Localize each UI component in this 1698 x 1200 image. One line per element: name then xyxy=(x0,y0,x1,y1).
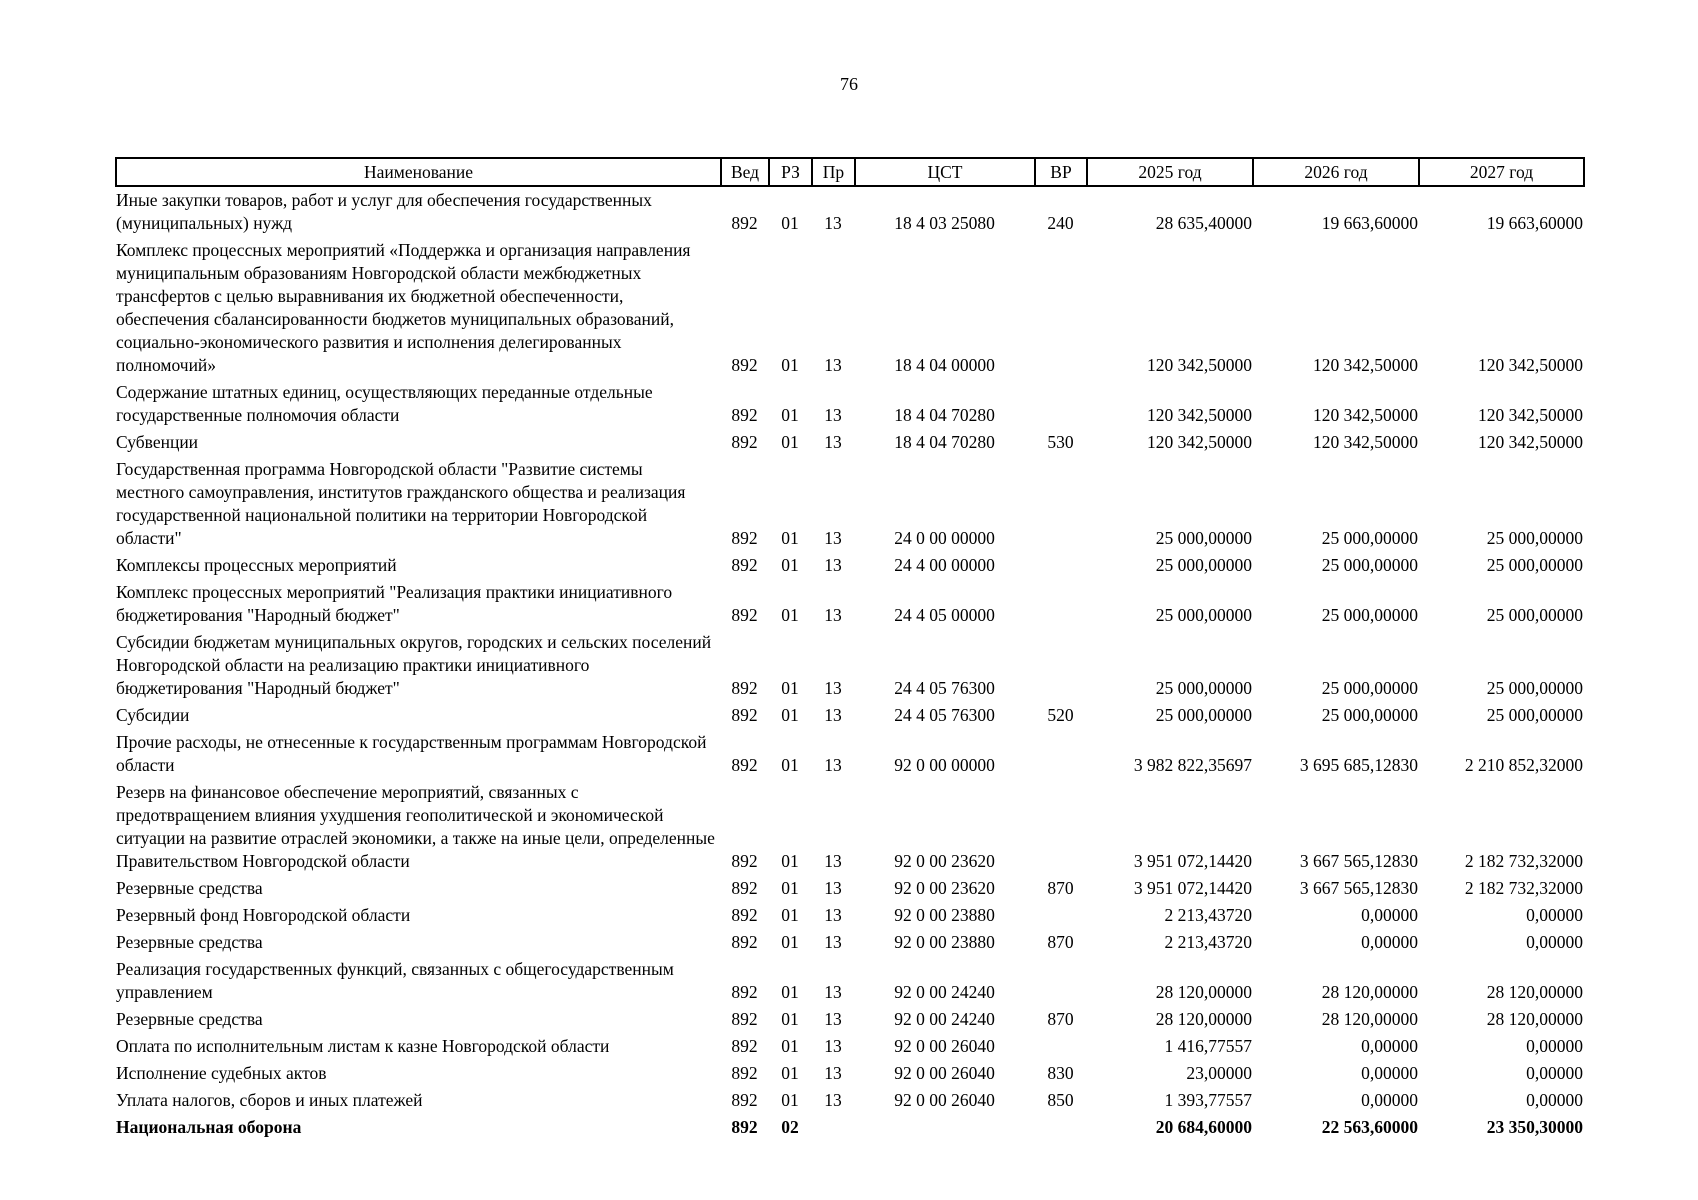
cell-2026: 0,00000 xyxy=(1361,1036,1418,1056)
cell-2026: 25 000,00000 xyxy=(1321,528,1418,548)
cell-name: Комплекс процессных мероприятий "Реализация практики инициативного бюджетирования "Народный бюджет" xyxy=(116,582,673,625)
cell-cst: 92 0 00 00000 xyxy=(894,755,995,775)
cell-pr: 13 xyxy=(824,932,842,952)
cell-rz: 01 xyxy=(781,982,799,1002)
cell-ved: 892 xyxy=(731,678,758,698)
cell-2027: 120 342,50000 xyxy=(1478,405,1583,425)
cell-2027: 0,00000 xyxy=(1526,1090,1583,1110)
cell-2025: 25 000,00000 xyxy=(1155,528,1252,548)
cell-name: Исполнение судебных актов xyxy=(116,1063,327,1083)
cell-vr xyxy=(1035,1114,1087,1141)
cell-ved: 892 xyxy=(731,1009,758,1029)
table-header xyxy=(116,158,1584,186)
cell-name: Оплата по исполнительным листам к казне Новгородской области xyxy=(116,1036,610,1056)
cell-rz: 01 xyxy=(781,851,799,871)
cell-name: Резервные средства xyxy=(116,932,263,952)
cell-rz: 01 xyxy=(781,678,799,698)
cell-vr xyxy=(1035,379,1087,429)
cell-2025: 3 951 072,14420 xyxy=(1133,851,1252,871)
cell-rz: 01 xyxy=(781,405,799,425)
cell-2025: 28 635,40000 xyxy=(1155,213,1252,233)
cell-ved: 892 xyxy=(731,213,758,233)
header-vr: ВР xyxy=(1035,158,1087,186)
budget-table xyxy=(115,157,1585,1141)
cell-vr xyxy=(1035,956,1087,1006)
cell-pr: 13 xyxy=(824,528,842,548)
cell-rz: 01 xyxy=(781,1090,799,1110)
cell-vr xyxy=(1035,579,1087,629)
cell-ved: 892 xyxy=(731,982,758,1002)
table-row xyxy=(116,629,1584,702)
table-body xyxy=(116,186,1584,1141)
page-number: 76 xyxy=(840,74,858,94)
cell-2025: 2 213,43720 xyxy=(1164,932,1252,952)
cell-2027: 28 120,00000 xyxy=(1486,982,1583,1002)
cell-pr xyxy=(812,1114,855,1141)
cell-vr xyxy=(1035,729,1087,779)
cell-name: Резерв на финансовое обеспечение мероприятий, связанных с предотвращением влияния ухудшения геополитической и экономической ситуации на развитие отраслей экономики, а также на иные цели, определенные Правительством Новгородской области xyxy=(116,782,715,871)
cell-ved: 892 xyxy=(731,878,758,898)
cell-2027: 120 342,50000 xyxy=(1478,432,1583,452)
cell-2026: 28 120,00000 xyxy=(1321,982,1418,1002)
cell-vr xyxy=(1035,902,1087,929)
cell-2026: 0,00000 xyxy=(1361,1090,1418,1110)
cell-2027: 2 210 852,32000 xyxy=(1464,755,1583,775)
cell-pr: 13 xyxy=(824,1036,842,1056)
cell-cst: 92 0 00 23880 xyxy=(894,905,995,925)
table-row xyxy=(116,1060,1584,1087)
cell-pr: 13 xyxy=(824,555,842,575)
table-row xyxy=(116,456,1584,552)
cell-pr: 13 xyxy=(824,878,842,898)
cell-vr xyxy=(1035,779,1087,875)
cell-2026: 25 000,00000 xyxy=(1321,678,1418,698)
cell-2027: 25 000,00000 xyxy=(1486,678,1583,698)
cell-cst xyxy=(855,1114,1035,1141)
cell-vr xyxy=(1035,1033,1087,1060)
cell-name: Резервные средства xyxy=(116,1009,263,1029)
cell-2027: 2 182 732,32000 xyxy=(1464,851,1583,871)
cell-2025: 25 000,00000 xyxy=(1155,705,1252,725)
cell-name: Резервный фонд Новгородской области xyxy=(116,905,411,925)
cell-2026: 3 667 565,12830 xyxy=(1299,878,1418,898)
cell-vr: 240 xyxy=(1047,213,1074,233)
cell-cst: 92 0 00 23620 xyxy=(894,851,995,871)
cell-ved: 892 xyxy=(731,528,758,548)
cell-2026: 0,00000 xyxy=(1361,1063,1418,1083)
cell-rz: 01 xyxy=(781,1036,799,1056)
table-row xyxy=(116,956,1584,1006)
cell-2027: 25 000,00000 xyxy=(1486,555,1583,575)
table-row xyxy=(116,902,1584,929)
cell-cst: 18 4 04 70280 xyxy=(894,405,995,425)
cell-ved: 892 xyxy=(731,705,758,725)
cell-rz: 01 xyxy=(781,905,799,925)
header-row xyxy=(116,158,1584,186)
cell-2026: 25 000,00000 xyxy=(1321,605,1418,625)
cell-cst: 92 0 00 23620 xyxy=(894,878,995,898)
table-row xyxy=(116,237,1584,379)
cell-name: Содержание штатных единиц, осуществляющих переданные отдельные государственные полномочия области xyxy=(116,382,653,425)
table-row xyxy=(116,1006,1584,1033)
cell-pr: 13 xyxy=(824,755,842,775)
cell-ved: 892 xyxy=(731,555,758,575)
cell-2025: 28 120,00000 xyxy=(1155,982,1252,1002)
table-row xyxy=(116,579,1584,629)
cell-2027: 25 000,00000 xyxy=(1486,528,1583,548)
cell-vr xyxy=(1035,237,1087,379)
cell-rz: 01 xyxy=(781,555,799,575)
cell-2027: 28 120,00000 xyxy=(1486,1009,1583,1029)
header-name: Наименование xyxy=(116,158,721,186)
cell-2025: 25 000,00000 xyxy=(1155,605,1252,625)
cell-cst: 24 4 05 00000 xyxy=(894,605,995,625)
cell-2027: 0,00000 xyxy=(1526,1063,1583,1083)
cell-vr: 870 xyxy=(1047,932,1074,952)
cell-ved: 892 xyxy=(731,432,758,452)
cell-2027: 120 342,50000 xyxy=(1478,355,1583,375)
cell-cst: 24 4 00 00000 xyxy=(894,555,995,575)
cell-ved: 892 xyxy=(731,755,758,775)
table-row xyxy=(116,702,1584,729)
header-rz: РЗ xyxy=(769,158,812,186)
cell-name: Национальная оборона xyxy=(116,1117,302,1137)
cell-2025: 20 684,60000 xyxy=(1155,1117,1252,1137)
cell-2025: 1 393,77557 xyxy=(1164,1090,1252,1110)
table-row xyxy=(116,1033,1584,1060)
cell-rz: 01 xyxy=(781,878,799,898)
cell-pr: 13 xyxy=(824,1063,842,1083)
cell-cst: 18 4 03 25080 xyxy=(894,213,995,233)
cell-name: Государственная программа Новгородской области "Развитие системы местного самоуправления, институтов гражданского общества и реализация государственной национальной политики на территории Новгородской области" xyxy=(116,459,686,548)
cell-vr xyxy=(1035,552,1087,579)
cell-2025: 1 416,77557 xyxy=(1164,1036,1252,1056)
cell-2025: 120 342,50000 xyxy=(1147,405,1252,425)
cell-name: Иные закупки товаров, работ и услуг для обеспечения государственных (муниципальных) нужд xyxy=(116,190,652,233)
cell-cst: 18 4 04 00000 xyxy=(894,355,995,375)
cell-cst: 92 0 00 23880 xyxy=(894,932,995,952)
cell-2027: 0,00000 xyxy=(1526,932,1583,952)
cell-cst: 24 4 05 76300 xyxy=(894,678,995,698)
cell-rz: 01 xyxy=(781,432,799,452)
table-row xyxy=(116,552,1584,579)
table-row xyxy=(116,929,1584,956)
cell-pr: 13 xyxy=(824,678,842,698)
cell-vr: 530 xyxy=(1047,432,1074,452)
cell-rz: 01 xyxy=(781,1009,799,1029)
table-row xyxy=(116,1087,1584,1114)
cell-name: Прочие расходы, не отнесенные к государственным программам Новгородской области xyxy=(116,732,707,775)
cell-pr: 13 xyxy=(824,982,842,1002)
header-cst: ЦСТ xyxy=(855,158,1035,186)
cell-name: Комплексы процессных мероприятий xyxy=(116,555,397,575)
cell-name: Субсидии xyxy=(116,705,190,725)
cell-ved: 892 xyxy=(731,405,758,425)
cell-2025: 25 000,00000 xyxy=(1155,555,1252,575)
header-2026: 2026 год xyxy=(1253,158,1419,186)
cell-2025: 120 342,50000 xyxy=(1147,432,1252,452)
cell-ved: 892 xyxy=(731,355,758,375)
cell-rz: 02 xyxy=(781,1117,799,1137)
cell-2027: 2 182 732,32000 xyxy=(1464,878,1583,898)
header-ved: Вед xyxy=(721,158,769,186)
cell-2026: 3 695 685,12830 xyxy=(1299,755,1418,775)
header-2027: 2027 год xyxy=(1419,158,1584,186)
cell-2027: 0,00000 xyxy=(1526,905,1583,925)
cell-vr: 520 xyxy=(1047,705,1074,725)
cell-vr xyxy=(1035,629,1087,702)
cell-rz: 01 xyxy=(781,605,799,625)
cell-ved: 892 xyxy=(731,851,758,871)
cell-cst: 24 0 00 00000 xyxy=(894,528,995,548)
cell-name: Резервные средства xyxy=(116,878,263,898)
cell-cst: 92 0 00 26040 xyxy=(894,1063,995,1083)
table-row xyxy=(116,875,1584,902)
cell-2026: 0,00000 xyxy=(1361,905,1418,925)
cell-ved: 892 xyxy=(731,605,758,625)
cell-rz: 01 xyxy=(781,213,799,233)
cell-name: Субсидии бюджетам муниципальных округов, городских и сельских поселений Новгородской области на реализацию практики инициативного бюджетирования "Народный бюджет" xyxy=(116,632,712,698)
cell-cst: 24 4 05 76300 xyxy=(894,705,995,725)
cell-2027: 0,00000 xyxy=(1526,1036,1583,1056)
cell-cst: 92 0 00 26040 xyxy=(894,1036,995,1056)
cell-rz: 01 xyxy=(781,932,799,952)
table-row xyxy=(116,779,1584,875)
cell-rz: 01 xyxy=(781,755,799,775)
cell-2025: 28 120,00000 xyxy=(1155,1009,1252,1029)
table-row xyxy=(116,379,1584,429)
cell-2027: 19 663,60000 xyxy=(1486,213,1583,233)
cell-pr: 13 xyxy=(824,605,842,625)
cell-2025: 3 982 822,35697 xyxy=(1133,755,1252,775)
cell-2025: 2 213,43720 xyxy=(1164,905,1252,925)
cell-pr: 13 xyxy=(824,355,842,375)
cell-2026: 120 342,50000 xyxy=(1313,355,1418,375)
cell-rz: 01 xyxy=(781,705,799,725)
cell-name: Субвенции xyxy=(116,432,199,452)
cell-name: Реализация государственных функций, связанных с общегосударственным управлением xyxy=(116,959,674,1002)
cell-ved: 892 xyxy=(731,1117,758,1137)
cell-rz: 01 xyxy=(781,1063,799,1083)
cell-vr: 870 xyxy=(1047,1009,1074,1029)
cell-2026: 120 342,50000 xyxy=(1313,405,1418,425)
cell-ved: 892 xyxy=(731,1063,758,1083)
cell-name: Комплекс процессных мероприятий «Поддержка и организация направления муниципальным образованиям Новгородской области межбюджетных трансфертов с целью выравнивания их бюджетной обеспеченности, обеспечения сбалансированности бюджетов муниципальных образований, социально-экономического развития и исполнения делегированных полномочий» xyxy=(116,240,691,375)
cell-2026: 22 563,60000 xyxy=(1321,1117,1418,1137)
cell-2025: 25 000,00000 xyxy=(1155,678,1252,698)
table-row xyxy=(116,429,1584,456)
cell-cst: 18 4 04 70280 xyxy=(894,432,995,452)
cell-cst: 92 0 00 24240 xyxy=(894,1009,995,1029)
cell-2027: 25 000,00000 xyxy=(1486,705,1583,725)
cell-ved: 892 xyxy=(731,932,758,952)
table-row xyxy=(116,186,1584,237)
cell-ved: 892 xyxy=(731,1036,758,1056)
cell-2026: 0,00000 xyxy=(1361,932,1418,952)
cell-cst: 92 0 00 24240 xyxy=(894,982,995,1002)
cell-pr: 13 xyxy=(824,213,842,233)
header-pr: Пр xyxy=(812,158,855,186)
cell-vr: 850 xyxy=(1047,1090,1074,1110)
cell-pr: 13 xyxy=(824,1009,842,1029)
cell-2025: 120 342,50000 xyxy=(1147,355,1252,375)
table-row xyxy=(116,729,1584,779)
cell-2026: 25 000,00000 xyxy=(1321,705,1418,725)
cell-pr: 13 xyxy=(824,905,842,925)
cell-vr xyxy=(1035,456,1087,552)
cell-rz: 01 xyxy=(781,355,799,375)
cell-pr: 13 xyxy=(824,851,842,871)
cell-ved: 892 xyxy=(731,905,758,925)
cell-cst: 92 0 00 26040 xyxy=(894,1090,995,1110)
cell-pr: 13 xyxy=(824,705,842,725)
cell-2027: 25 000,00000 xyxy=(1486,605,1583,625)
cell-vr: 830 xyxy=(1047,1063,1074,1083)
cell-2027: 23 350,30000 xyxy=(1486,1117,1583,1137)
cell-rz: 01 xyxy=(781,528,799,548)
cell-pr: 13 xyxy=(824,432,842,452)
cell-pr: 13 xyxy=(824,405,842,425)
cell-2025: 23,00000 xyxy=(1186,1063,1252,1083)
cell-vr: 870 xyxy=(1047,878,1074,898)
cell-name: Уплата налогов, сборов и иных платежей xyxy=(116,1090,423,1110)
cell-2025: 3 951 072,14420 xyxy=(1133,878,1252,898)
cell-ved: 892 xyxy=(731,1090,758,1110)
cell-2026: 19 663,60000 xyxy=(1321,213,1418,233)
header-2025: 2025 год xyxy=(1087,158,1253,186)
cell-2026: 3 667 565,12830 xyxy=(1299,851,1418,871)
cell-2026: 25 000,00000 xyxy=(1321,555,1418,575)
table-row xyxy=(116,1114,1584,1141)
cell-2026: 28 120,00000 xyxy=(1321,1009,1418,1029)
cell-2026: 120 342,50000 xyxy=(1313,432,1418,452)
cell-pr: 13 xyxy=(824,1090,842,1110)
